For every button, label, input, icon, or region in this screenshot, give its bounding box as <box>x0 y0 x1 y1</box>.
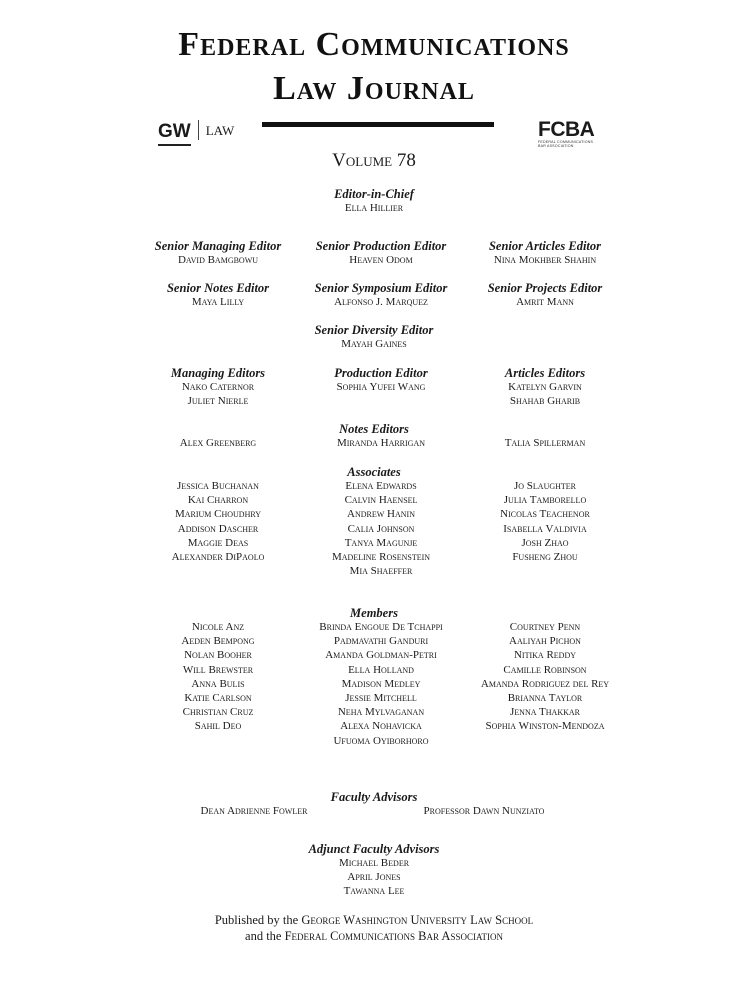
editor-name: Heaven Odom <box>349 254 413 266</box>
member-name: Brianna Taylor <box>507 692 583 705</box>
fcba-logo-subtitle: FEDERAL COMMUNICATIONS BAR ASSOCIATION <box>538 140 594 148</box>
section-heading: Managing Editors <box>170 366 266 380</box>
articles-editors-block <box>445 366 645 408</box>
member-name: Madison Medley <box>341 677 421 690</box>
advisor-name: Professor Dawn Nunziato <box>423 805 545 817</box>
fcba-logo <box>538 119 594 148</box>
member-name: Courtney Penn <box>509 621 581 633</box>
section-heading: Faculty Advisors <box>330 790 418 804</box>
editor-name: Amrit Mann <box>516 296 574 308</box>
associate-name: Madeline Rosenstein <box>331 551 431 564</box>
associate-name: Nicolas Teachenor <box>500 508 590 521</box>
member-name: Padmavathi Ganduri <box>333 635 429 648</box>
editor-name: Mayah Gaines <box>341 338 407 350</box>
editor-in-chief-block <box>0 187 748 215</box>
section-heading: Production Editor <box>334 366 428 380</box>
section-heading: Editor-in-Chief <box>334 187 414 201</box>
senior-diversity-editor-block <box>0 323 748 351</box>
senior-projects-editor-block <box>445 281 645 309</box>
journal-title-line1: Federal Communications <box>178 26 570 63</box>
associate-name: Jessica Buchanan <box>177 480 259 492</box>
member-name: Will Brewster <box>182 663 254 676</box>
associate-name: Mia Shaeffer <box>349 565 413 578</box>
editor-name: Nako Caternor <box>181 381 255 393</box>
editor-name: Sophia Yufei Wang <box>336 381 426 393</box>
section-heading: Senior Projects Editor <box>487 281 603 295</box>
faculty-advisors-heading <box>0 790 748 804</box>
publisher-line-1 <box>0 912 748 928</box>
section-heading: Associates <box>347 465 401 479</box>
notes-editors-heading <box>0 422 748 436</box>
editor-name: Katelyn Garvin <box>508 381 582 393</box>
publisher-school: George Washington University Law School <box>301 913 534 927</box>
advisor-name: Dean Adrienne Fowler <box>200 805 308 817</box>
member-name: Jessie Mitchell <box>345 692 417 705</box>
gw-law-logo <box>158 120 234 146</box>
editor-name: Juliet Nierle <box>187 395 249 408</box>
editor-name: Talia Spillerman <box>504 437 586 449</box>
associates-heading <box>0 465 748 479</box>
associate-name: Jo Slaughter <box>513 480 577 492</box>
editor-name: Nina Mokhber Shahin <box>493 254 597 266</box>
advisor-name: Tawanna Lee <box>343 885 405 898</box>
publisher-prefix: Published by the <box>214 913 302 927</box>
member-name: Amanda Rodriguez del Rey <box>480 677 610 690</box>
volume-number: Volume 78 <box>332 150 416 171</box>
member-name: Alexa Nohavicka <box>340 720 422 733</box>
member-name: Nitika Reddy <box>513 649 577 662</box>
associate-name: Fusheng Zhou <box>512 551 578 564</box>
journal-title-line2: Law Journal <box>273 70 475 107</box>
section-heading: Adjunct Faculty Advisors <box>308 842 440 856</box>
members-col3 <box>445 620 645 734</box>
editor-name: Alex Greenberg <box>179 437 257 449</box>
editor-name: Ella Hillier <box>344 202 404 214</box>
associate-name: Tanya Magunje <box>344 536 418 549</box>
faculty-advisor-right <box>384 804 584 818</box>
member-name: Katie Carlson <box>184 692 252 705</box>
gw-logo-mark: GW <box>158 121 191 146</box>
associates-col3 <box>445 479 645 564</box>
member-name: Neha Mylvaganan <box>337 706 425 719</box>
section-heading: Members <box>350 606 398 620</box>
member-name: Aeden Bempong <box>181 635 255 648</box>
section-heading: Senior Symposium Editor <box>314 281 448 295</box>
member-name: Nolan Booher <box>184 649 252 662</box>
member-name: Nicole Anz <box>191 621 245 633</box>
editor-name: Shahab Gharib <box>509 395 581 408</box>
section-heading: Senior Diversity Editor <box>314 323 434 337</box>
fcba-logo-mark: FCBA <box>538 118 595 141</box>
member-name: Sophia Winston-Mendoza <box>485 720 605 733</box>
section-heading: Articles Editors <box>504 366 586 380</box>
title-rule <box>262 122 494 127</box>
member-name: Camille Robinson <box>503 663 587 676</box>
member-name: Aaliyah Pichon <box>509 635 581 648</box>
section-heading: Senior Notes Editor <box>166 281 270 295</box>
member-name: Ufuoma Oyiborhoro <box>333 734 429 747</box>
advisor-name: Michael Beder <box>338 857 410 869</box>
member-name: Anna Bulis <box>191 677 245 690</box>
associate-name: Josh Zhao <box>521 536 569 549</box>
associate-name: Julia Tamborello <box>503 494 587 507</box>
section-heading: Notes Editors <box>339 422 409 436</box>
associate-name: Isabella Valdivia <box>503 522 587 535</box>
editor-name: Miranda Harrigan <box>336 437 426 449</box>
member-name: Brinda Engoue De Tchappi <box>319 621 443 633</box>
logo-divider <box>198 120 199 140</box>
associate-name: Maggie Deas <box>187 536 249 549</box>
section-heading: Senior Managing Editor <box>154 239 282 253</box>
associate-name: Kai Charron <box>187 494 249 507</box>
member-name: Jenna Thakkar <box>510 706 580 719</box>
associate-name: Calia Johnson <box>347 522 415 535</box>
member-name: Amanda Goldman-Petri <box>325 649 437 662</box>
editor-name: Maya Lilly <box>191 296 245 308</box>
associate-name: Elena Edwards <box>345 480 417 492</box>
editor-name: David Bamgbowu <box>177 254 259 266</box>
section-heading: Senior Articles Editor <box>488 239 602 253</box>
member-name: Ella Holland <box>348 663 414 676</box>
member-name: Christian Cruz <box>182 706 254 719</box>
publisher-association: Federal Communications Bar Association <box>284 929 503 943</box>
faculty-advisor-left <box>154 804 354 818</box>
associate-name: Addison Dascher <box>177 522 259 535</box>
associate-name: Alexander DiPaolo <box>171 551 265 564</box>
publisher-prefix: and the <box>245 929 285 943</box>
associate-name: Marium Choudhry <box>174 508 262 521</box>
senior-articles-editor-block <box>445 239 645 267</box>
notes-editor-col3 <box>445 436 645 450</box>
section-heading: Senior Production Editor <box>315 239 447 253</box>
publisher-line-2 <box>0 928 748 944</box>
members-heading <box>0 606 748 620</box>
editor-name: Alfonso J. Marquez <box>334 296 428 308</box>
gw-logo-label: LAW <box>205 123 235 138</box>
associate-name: Calvin Haensel <box>344 494 418 507</box>
adjunct-advisors-block <box>0 842 748 899</box>
associate-name: Andrew Hanin <box>347 508 415 521</box>
advisor-name: April Jones <box>347 871 401 884</box>
member-name: Sahil Deo <box>194 720 242 733</box>
